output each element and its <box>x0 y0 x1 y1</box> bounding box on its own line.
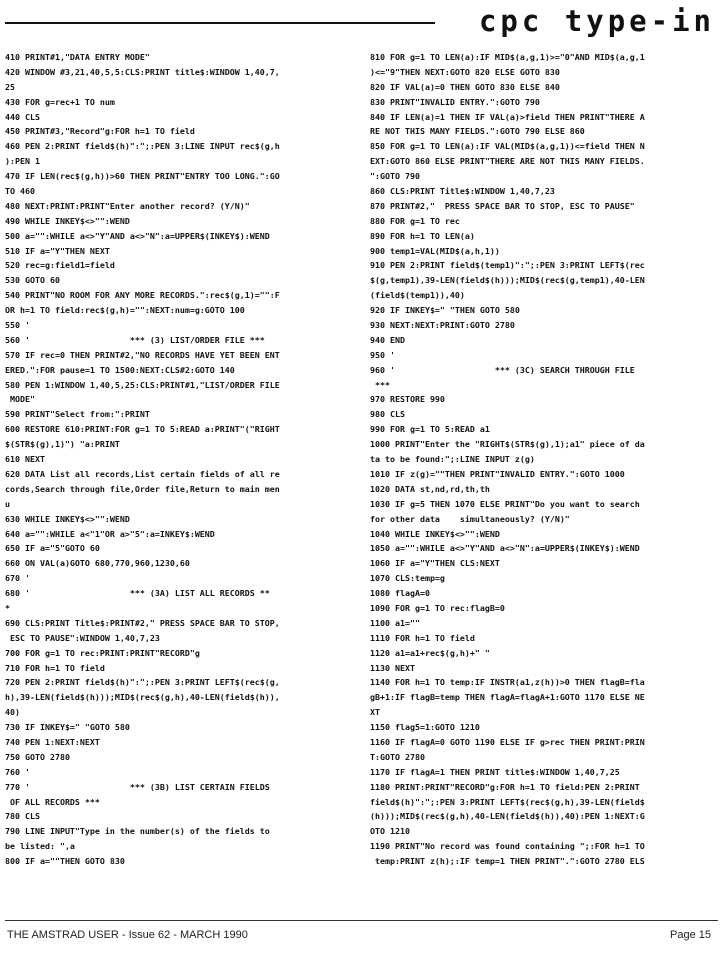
code-line: TO 460 <box>5 186 35 197</box>
code-line: 510 IF a="Y"THEN NEXT <box>5 245 110 256</box>
code-line: (h)));MID$(rec$(g,h),40-LEN(field$(h)),40):PEN 1:NEXT:G <box>370 811 645 822</box>
code-line: ":GOTO 790 <box>370 171 420 182</box>
code-line: 700 FOR g=1 TO rec:PRINT:PRINT"RECORD"g <box>5 647 200 658</box>
code-line: 1010 IF z(g)=""THEN PRINT"INVALID ENTRY.":GOTO 1000 <box>370 468 625 479</box>
code-line: 890 FOR h=1 TO LEN(a) <box>370 230 475 241</box>
code-line: 970 RESTORE 990 <box>370 394 445 405</box>
code-line: 1160 IF flagA=0 GOTO 1190 ELSE IF g>rec THEN PRINT:PRIN <box>370 736 645 747</box>
section-title: cpc type-in <box>478 4 715 38</box>
code-line: 800 IF a=""THEN GOTO 830 <box>5 856 125 867</box>
code-line: 1190 PRINT"No record was found containing ";:FOR h=1 TO <box>370 841 645 852</box>
code-line: 1120 a1=a1+rec$(g,h)+" " <box>370 647 490 658</box>
code-line: *** <box>370 379 390 390</box>
header-rule <box>5 22 435 24</box>
code-line: 1100 a1="" <box>370 617 420 628</box>
code-line: 590 PRINT"Select from:":PRINT <box>5 409 150 420</box>
code-line: RE NOT THIS MANY FIELDS.":GOTO 790 ELSE 860 <box>370 126 585 137</box>
code-line: 760 ' <box>5 766 30 777</box>
code-line: 570 IF rec=0 THEN PRINT#2,"NO RECORDS HAVE YET BEEN ENT <box>5 349 280 360</box>
code-line: 690 CLS:PRINT Title$:PRINT#2," PRESS SPACE BAR TO STOP, <box>5 617 280 628</box>
code-line: 1110 FOR h=1 TO field <box>370 632 475 643</box>
code-line: 790 LINE INPUT"Type in the number(s) of the fields to <box>5 826 270 837</box>
code-line: 1130 NEXT <box>370 662 415 673</box>
code-line: 900 temp1=VAL(MID$(a,h,1)) <box>370 245 500 256</box>
footer-rule <box>5 920 718 921</box>
code-line: 420 WINDOW #3,21,40,5,5:CLS:PRINT title$:WINDOW 1,40,7, <box>5 66 280 77</box>
code-line: 910 PEN 2:PRINT field$(temp1)":";:PEN 3:PRINT LEFT$(rec <box>370 260 645 271</box>
code-line: 810 FOR g=1 TO LEN(a):IF MID$(a,g,1)>="0"AND MID$(a,g,1 <box>370 52 645 62</box>
code-line: 480 NEXT:PRINT:PRINT"Enter another record? (Y/N)" <box>5 200 250 211</box>
code-line: 600 RESTORE 610:PRINT:FOR g=1 TO 5:READ a:PRINT"("RIGHT <box>5 424 280 435</box>
code-line: u <box>5 498 10 509</box>
code-line: 830 PRINT"INVALID ENTRY.":GOTO 790 <box>370 96 540 107</box>
code-line: ta to be found:";:LINE INPUT z(g) <box>370 454 535 465</box>
code-line: 1080 flagA=0 <box>370 588 430 599</box>
code-line: 430 FOR g=rec+1 TO num <box>5 96 115 107</box>
code-line: 440 CLS <box>5 111 40 122</box>
code-line: 820 IF VAL(a)=0 THEN GOTO 830 ELSE 840 <box>370 81 560 92</box>
code-line: 630 WHILE INKEY$<>"":WEND <box>5 513 130 524</box>
code-line: 920 IF INKEY$=" "THEN GOTO 580 <box>370 305 520 316</box>
code-line: OTO 1210 <box>370 826 410 837</box>
code-line: 1000 PRINT"Enter the "RIGHT$(STR$(g),1);a1" piece of da <box>370 439 645 450</box>
code-line: T:GOTO 2780 <box>370 751 425 762</box>
code-line: 1090 FOR g=1 TO rec:flagB=0 <box>370 602 505 613</box>
code-line: 1180 PRINT:PRINT"RECORD"g:FOR h=1 TO field:PEN 2:PRINT <box>370 781 640 792</box>
code-line: OF ALL RECORDS *** <box>5 796 100 807</box>
code-line: $(STR$(g),1)") "a:PRINT <box>5 439 120 450</box>
code-line: ESC TO PAUSE":WINDOW 1,40,7,23 <box>5 632 160 643</box>
code-line: be listed: ",a <box>5 841 75 852</box>
code-line: 1030 IF g=5 THEN 1070 ELSE PRINT"Do you want to search <box>370 498 640 509</box>
code-line: 1020 DATA st,nd,rd,th,th <box>370 483 490 494</box>
code-line: 660 ON VAL(a)GOTO 680,770,960,1230,60 <box>5 558 190 569</box>
code-line: 770 ' *** (3B) LIST CERTAIN FIELDS <box>5 781 270 792</box>
code-line: 740 PEN 1:NEXT:NEXT <box>5 736 100 747</box>
code-line: 1170 IF flagA=1 THEN PRINT title$:WINDOW 1,40,7,25 <box>370 766 620 777</box>
code-line: 870 PRINT#2," PRESS SPACE BAR TO STOP, ESC TO PAUSE" <box>370 200 635 211</box>
code-line: 1050 a="":WHILE a<>"Y"AND a<>"N":a=UPPER$(INKEY$):WEND <box>370 543 640 554</box>
code-line: OR h=1 TO field:rec$(g,h)="":NEXT:num=g:GOTO 100 <box>5 305 245 316</box>
code-line: 780 CLS <box>5 811 40 822</box>
code-line: 610 NEXT <box>5 454 45 465</box>
code-line: 960 ' *** (3C) SEARCH THROUGH FILE <box>370 364 635 375</box>
code-line: temp:PRINT z(h);:IF temp=1 THEN PRINT".":GOTO 2780 ELS <box>370 856 645 867</box>
code-line: 620 DATA List all records,List certain fields of all re <box>5 468 280 479</box>
code-line: 940 END <box>370 334 405 345</box>
code-line: 990 FOR g=1 TO 5:READ a1 <box>370 424 490 435</box>
code-line: (field$(temp1)),40) <box>370 290 465 301</box>
code-line: 490 WHILE INKEY$<>"":WEND <box>5 215 130 226</box>
code-line: 1040 WHILE INKEY$<>"":WEND <box>370 528 500 539</box>
code-line: h),39-LEN(field$(h)));MID$(rec$(g,h),40-LEN(field$(h)), <box>5 692 280 703</box>
code-line: 550 ' <box>5 320 30 331</box>
code-line: field$(h)":";:PEN 3:PRINT LEFT$(rec$(g,h),39-LEN(field$ <box>370 796 645 807</box>
code-line: 580 PEN 1:WINDOW 1,40,5,25:CLS:PRINT#1,"LIST/ORDER FILE <box>5 379 280 390</box>
code-line: 710 FOR h=1 TO field <box>5 662 105 673</box>
listing-column-right <box>370 50 710 869</box>
code-line: ERED.":FOR pause=1 TO 1500:NEXT:CLS#2:GOTO 140 <box>5 364 235 375</box>
code-line: 1070 CLS:temp=g <box>370 573 445 584</box>
code-line: ):PEN 1 <box>5 156 40 167</box>
code-line: 850 FOR g=1 TO LEN(a):IF VAL(MID$(a,g,1))<=field THEN N <box>370 141 645 152</box>
code-line: MODE" <box>5 394 35 405</box>
publication-line: THE AMSTRAD USER - Issue 62 - MARCH 1990 <box>7 929 248 941</box>
code-line: 25 <box>5 81 15 92</box>
code-line: 450 PRINT#3,"Record"g:FOR h=1 TO field <box>5 126 195 137</box>
code-line: cords,Search through file,Order file,Return to main men <box>5 483 280 494</box>
page-number: Page 15 <box>670 929 711 941</box>
code-line: $(g,temp1),39-LEN(field$(h)));MID$(rec$(g,temp1),40-LEN <box>370 275 645 286</box>
code-line: 40) <box>5 707 20 718</box>
code-line: 520 rec=g:field1=field <box>5 260 115 271</box>
code-line: 1060 IF a="Y"THEN CLS:NEXT <box>370 558 500 569</box>
code-line: )<="9"THEN NEXT:GOTO 820 ELSE GOTO 830 <box>370 66 560 77</box>
code-line: 650 IF a="5"GOTO 60 <box>5 543 100 554</box>
code-line: EXT:GOTO 860 ELSE PRINT"THERE ARE NOT THIS MANY FIELDS. <box>370 156 645 167</box>
code-line: XT <box>370 707 380 718</box>
code-line: 1140 FOR h=1 TO temp:IF INSTR(a1,z(h))>0 THEN flagB=fla <box>370 677 645 688</box>
code-line: gB+1:IF flagB=temp THEN flagA=flagA+1:GOTO 1170 ELSE NE <box>370 692 645 703</box>
code-line: 880 FOR g=1 TO rec <box>370 215 460 226</box>
code-line: 730 IF INKEY$=" "GOTO 580 <box>5 722 130 733</box>
code-line: 750 GOTO 2780 <box>5 751 70 762</box>
code-line: 930 NEXT:NEXT:PRINT:GOTO 2780 <box>370 320 515 331</box>
code-line: 460 PEN 2:PRINT field$(h)":";:PEN 3:LINE INPUT rec$(g,h <box>5 141 280 152</box>
code-line: 640 a="":WHILE a<"1"OR a>"5":a=INKEY$:WEND <box>5 528 215 539</box>
code-line: 680 ' *** (3A) LIST ALL RECORDS ** <box>5 588 270 599</box>
code-line: for other data simultaneously? (Y/N)" <box>370 513 570 524</box>
code-line: 1150 flag5=1:GOTO 1210 <box>370 722 480 733</box>
code-line: 470 IF LEN(rec$(g,h))>60 THEN PRINT"ENTRY TOO LONG.":GO <box>5 171 280 182</box>
code-line: 530 GOTO 60 <box>5 275 60 286</box>
code-line: 720 PEN 2:PRINT field$(h)":";:PEN 3:PRINT LEFT$(rec$(g, <box>5 677 280 688</box>
listing-column-left <box>5 50 355 869</box>
code-line: 500 a="":WHILE a<>"Y"AND a<>"N":a=UPPER$(INKEY$):WEND <box>5 230 270 241</box>
code-line: 560 ' *** (3) LIST/ORDER FILE *** <box>5 334 265 345</box>
code-line: 670 ' <box>5 573 30 584</box>
code-line: * <box>5 602 10 613</box>
code-line: 950 ' <box>370 349 395 360</box>
code-line: 840 IF LEN(a)=1 THEN IF VAL(a)>field THEN PRINT"THERE A <box>370 111 645 122</box>
code-line: 980 CLS <box>370 409 405 420</box>
code-line: 860 CLS:PRINT Title$:WINDOW 1,40,7,23 <box>370 186 555 197</box>
code-line: 540 PRINT"NO ROOM FOR ANY MORE RECORDS.":rec$(g,1)="":F <box>5 290 280 301</box>
code-line: 410 PRINT#1,"DATA ENTRY MODE" <box>5 52 150 62</box>
